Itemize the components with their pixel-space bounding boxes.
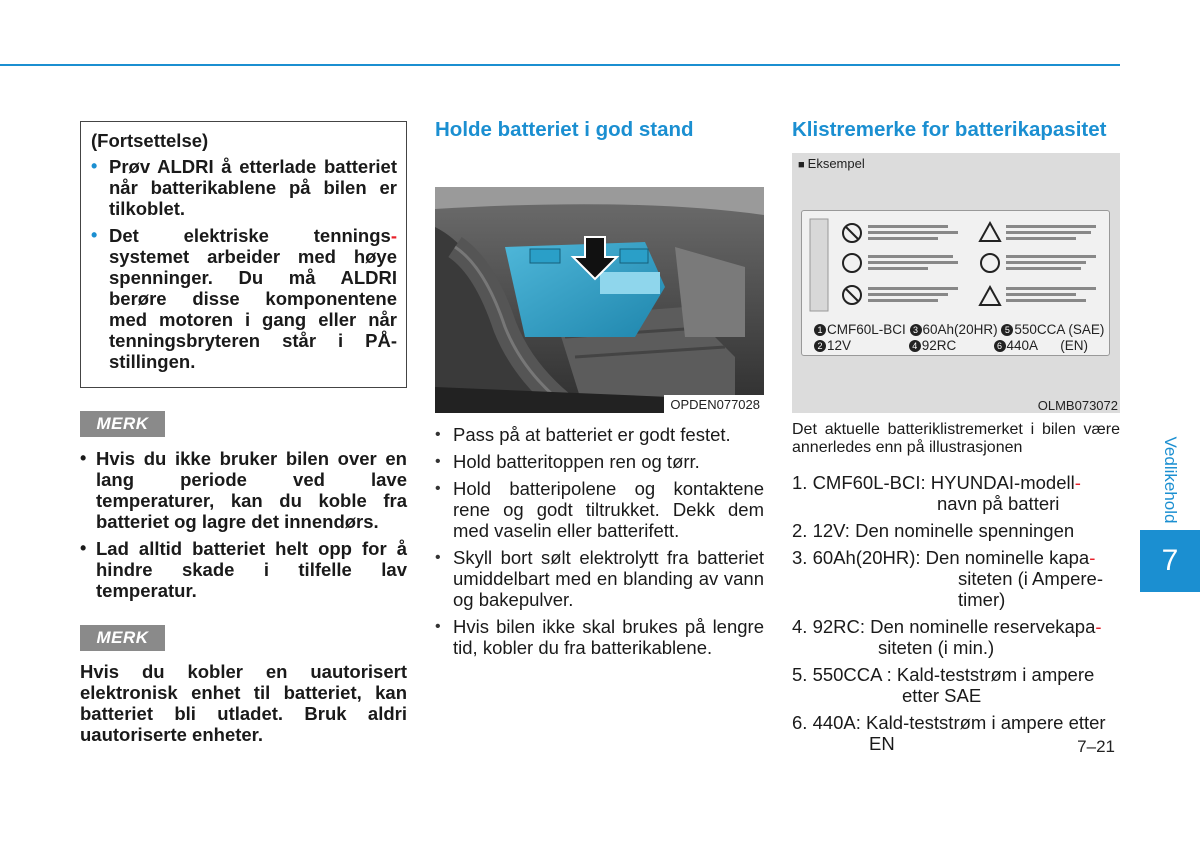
list-item: 5. 550CCA : Kald-teststrøm i ampere etter SAE bbox=[792, 664, 1095, 706]
caution-box bbox=[80, 121, 407, 388]
sticker-warnings-svg bbox=[802, 211, 1111, 321]
sticker-row-1: 1 CMF60L-BCI 3 60Ah(20HR) 5 550CCA (SAE) bbox=[814, 322, 1104, 337]
list-item: • Prøv ALDRI å etterlade batteriet når batterikablene på bilen er tilkoblet. bbox=[91, 156, 397, 219]
figure-code: OPDEN077028 bbox=[664, 395, 764, 413]
battery-label-figure bbox=[792, 153, 1120, 413]
list-item: 4. 92RC: Den nominelle reservekapa- siteten (i min.) bbox=[792, 616, 1102, 658]
label-legend-list bbox=[792, 472, 1120, 760]
list-item: • Hvis bilen ikke skal brukes på lengre tid, kobler du fra batterikablene. bbox=[435, 616, 764, 658]
engine-bay-svg bbox=[435, 187, 764, 413]
caution-title: (Fortsettelse) bbox=[91, 130, 209, 151]
note-list bbox=[80, 448, 407, 607]
chapter-tab: 7 bbox=[1140, 530, 1200, 592]
engine-bay-illustration bbox=[435, 187, 764, 413]
list-item: 3. 60Ah(20HR): Den nominelle kapa- siteten (i Ampere-timer) bbox=[792, 547, 1103, 610]
example-tag: ■ Eksempel bbox=[798, 156, 865, 171]
list-item: • Pass på at batteriet er godt festet. bbox=[435, 424, 731, 445]
figure-code: OLMB073072 bbox=[1037, 398, 1118, 413]
page-number: 7–21 bbox=[1077, 737, 1115, 756]
merk-badge: MERK bbox=[80, 411, 165, 437]
list-item: 1. CMF60L-BCI: HYUNDAI-modell- navn på batteri bbox=[792, 472, 1081, 514]
list-item: • Hold batteripolene og kontaktene rene og godt tiltrukket. Dekk dem med vaselin eller batterifett. bbox=[435, 478, 764, 541]
bullet-icon: • bbox=[80, 538, 87, 558]
battery-care-list bbox=[435, 424, 764, 664]
list-item: 2. 12V: Den nominelle spenningen bbox=[792, 520, 1075, 541]
bullet-icon: • bbox=[80, 448, 87, 468]
section-heading: Holde batteriet i god stand bbox=[435, 118, 694, 141]
list-item: • Hold batteritoppen ren og tørr. bbox=[435, 451, 700, 472]
note-paragraph: Hvis du kobler en uautorisert elektronisk enhet til batteriet, kan batteriet bli utladet. Bruk aldri uautoriserte enheter. bbox=[80, 661, 407, 745]
list-item: • Skyll bort sølt elektrolytt fra batteriet umiddelbart med en blanding av vann og bakepulver. bbox=[435, 547, 764, 610]
list-item: • Det elektriske tennings- systemet arbeider med høye spenninger. Du må ALDRI berøre disse komponentene med motoren i gang eller når tenningsbryteren står i PÅ-stillingen. bbox=[91, 225, 397, 372]
header-rule bbox=[0, 64, 1120, 66]
bullet-icon: • bbox=[435, 618, 441, 635]
list-item: • Hvis du ikke bruker bilen over en lang periode ved lave temperaturer, kan du koble fra batteriet og lagre det innendørs. bbox=[80, 448, 407, 532]
figure-note: Det aktuelle batteriklistremerket i bilen være annerledes enn på illustrasjonen bbox=[792, 421, 1120, 456]
sticker-row-2: 2 12V 4 92RC 6 440A (EN) bbox=[814, 338, 1088, 353]
bullet-icon: • bbox=[435, 549, 441, 566]
list-item: 6. 440A: Kald-teststrøm i ampere etter EN bbox=[792, 712, 1106, 754]
merk-badge: MERK bbox=[80, 625, 165, 651]
list-item: • Lad alltid batteriet helt opp for å hindre skade i tilfelle lav temperatur. bbox=[80, 538, 407, 601]
section-heading: Klistremerke for batterikapasitet bbox=[792, 118, 1107, 141]
bullet-icon: • bbox=[435, 426, 441, 443]
bullet-icon: • bbox=[435, 480, 441, 497]
caution-list bbox=[91, 156, 397, 372]
chapter-name: Vedlikehold bbox=[1161, 436, 1180, 524]
bullet-icon: • bbox=[91, 225, 98, 245]
battery-sticker bbox=[801, 210, 1110, 356]
hyphen-mark: - bbox=[390, 225, 397, 246]
square-icon: ■ bbox=[798, 159, 805, 171]
bullet-icon: • bbox=[91, 156, 98, 176]
bullet-icon: • bbox=[435, 453, 441, 470]
